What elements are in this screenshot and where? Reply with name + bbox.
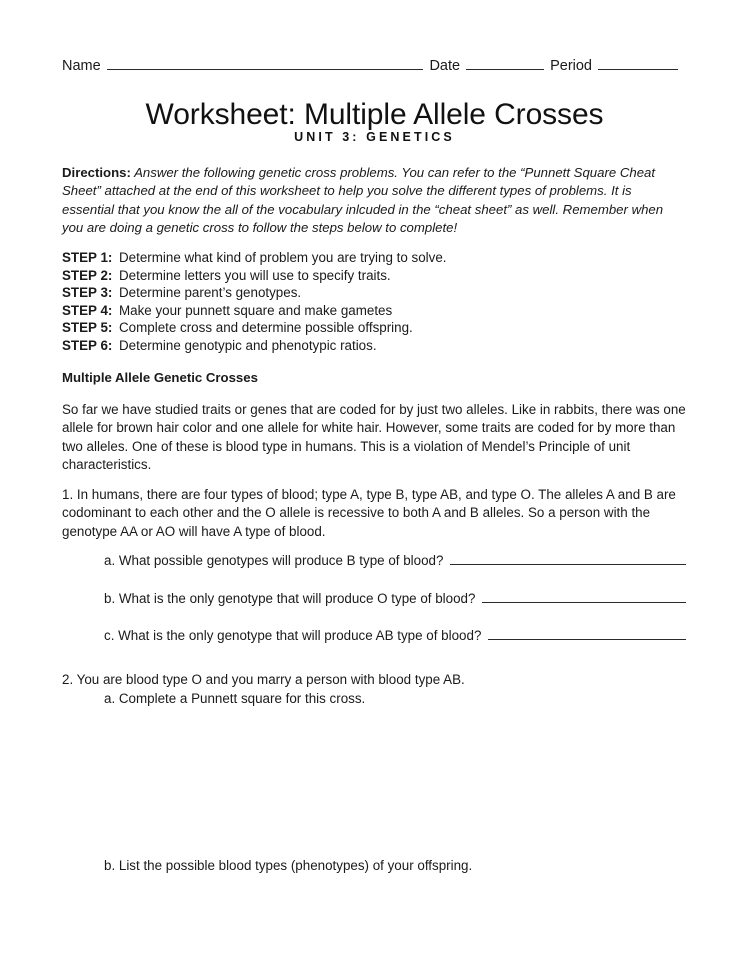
name-blank[interactable] [107, 58, 424, 70]
question-1-parts [104, 553, 686, 666]
step-key: STEP 1: [62, 250, 113, 265]
step-key: STEP 2: [62, 267, 113, 283]
step-item [62, 319, 622, 337]
question-1-prompt: 1. In humans, there are four types of blood; type A, type B, type AB, and type O. The alleles A and B are codominant to each other and the O allele is recessive to both A and B alleles. So a person with the genotype AA or AO will have A type of blood. [62, 487, 676, 539]
question-2-part-b: b. List the possible blood types (phenotypes) of your offspring. [104, 858, 473, 873]
step-text: Make your punnett square and make gametes [119, 302, 393, 318]
directions-text: Answer the following genetic cross problems. You can refer to the “Punnett Square Cheat Sheet” attached at the end of this worksheet to help you solve the different types of problems. It is essential that you know the all of the vocabulary inlcuded in the “cheat sheet” as well. Remember when you are doing a genetic cross to follow the steps below to complete! [62, 165, 664, 235]
step-item [62, 337, 622, 355]
step-text: Complete cross and determine possible offspring. [119, 320, 413, 336]
part-a-text: a. What possible genotypes will produce B type of blood? [104, 553, 444, 568]
student-info-bar [62, 58, 684, 74]
step-text: Determine what kind of problem you are trying to solve. [119, 250, 447, 265]
period-label: Period [550, 58, 592, 74]
directions-separator: : [126, 165, 131, 180]
question-2-part-a: a. Complete a Punnett square for this cross. [104, 690, 366, 706]
section-heading: Multiple Allele Genetic Crosses [62, 370, 258, 385]
step-item [62, 302, 622, 320]
question-1-part-a [104, 553, 686, 568]
period-blank[interactable] [598, 58, 678, 70]
name-label: Name [62, 58, 101, 74]
question-1-part-c [104, 628, 686, 643]
part-c-text: c. What is the only genotype that will produce AB type of blood? [104, 628, 482, 643]
question-2 [62, 671, 686, 708]
part-a-answer-blank[interactable] [450, 553, 686, 565]
page-subtitle: UNIT 3: GENETICS [294, 130, 455, 144]
steps-list [62, 249, 622, 355]
intro-paragraph: So far we have studied traits or genes that are coded for by just two alleles. Like in rabbits, there was one allele for brown hair color and one allele for white hair. However, some traits are coded for by more than two alleles. One of these is blood type in humans. This is a violation of Mendel’s Principle of unit characteristics. [62, 402, 686, 473]
step-item [62, 284, 622, 302]
step-text: Determine parent’s genotypes. [119, 285, 302, 301]
punnett-square-work-area[interactable] [104, 706, 664, 848]
question-1-part-b [104, 591, 686, 606]
step-key: STEP 6: [62, 337, 113, 353]
step-key: STEP 4: [62, 302, 113, 318]
step-item [62, 267, 622, 285]
step-key: STEP 3: [62, 285, 113, 301]
page-title: Worksheet: Multiple Allele Crosses [145, 98, 604, 131]
date-blank[interactable] [466, 58, 544, 70]
part-b-text: b. What is the only genotype that will produce O type of blood? [104, 590, 476, 606]
date-label: Date [429, 58, 461, 74]
step-item [62, 249, 622, 267]
step-key: STEP 5: [62, 320, 113, 336]
question-2-prompt: 2. You are blood type O and you marry a person with blood type AB. [62, 672, 465, 687]
part-b-answer-blank[interactable] [482, 591, 686, 603]
directions-label: Directions [62, 165, 127, 180]
step-text: Determine letters you will use to specify traits. [119, 267, 391, 283]
part-c-answer-blank[interactable] [488, 628, 686, 640]
step-text: Determine genotypic and phenotypic ratios. [119, 337, 377, 353]
directions-paragraph [62, 164, 684, 237]
